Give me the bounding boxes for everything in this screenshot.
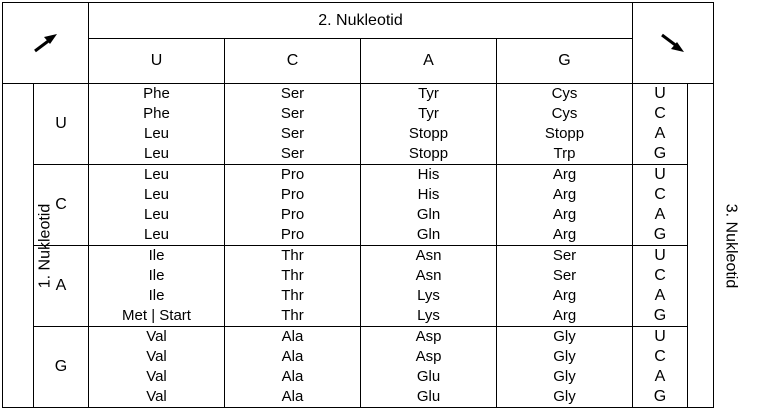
amino-acid: Ser xyxy=(280,105,305,122)
amino-acid: Gln xyxy=(416,206,441,223)
third-base: G xyxy=(653,226,667,243)
amino-acid: Glu xyxy=(416,388,441,405)
amino-acid: Glu xyxy=(416,368,441,385)
third-base: U xyxy=(654,85,666,102)
amino-acid: Ser xyxy=(280,85,305,102)
first-base: A xyxy=(34,246,89,327)
amino-acid: Val xyxy=(146,368,167,385)
amino-acid-cell xyxy=(361,84,497,165)
amino-acid-cell xyxy=(89,327,225,408)
first-base: C xyxy=(34,165,89,246)
third-base: A xyxy=(654,368,666,385)
amino-acid-cell xyxy=(89,165,225,246)
amino-acid-cell xyxy=(497,327,633,408)
codon-block-u xyxy=(3,84,714,165)
amino-acid-cell xyxy=(497,84,633,165)
amino-acid: Trp xyxy=(553,145,576,162)
amino-acid-cell xyxy=(225,84,361,165)
amino-acid-cell xyxy=(361,327,497,408)
amino-acid-cell xyxy=(361,246,497,327)
amino-acid: Ser xyxy=(280,145,305,162)
amino-acid: Ala xyxy=(281,328,304,345)
amino-acid: Gln xyxy=(416,226,441,243)
amino-acid: Pro xyxy=(280,166,305,183)
arrow-up-right-icon xyxy=(31,31,61,55)
amino-acid: Lys xyxy=(417,307,440,324)
third-base: C xyxy=(654,105,666,122)
third-base: U xyxy=(654,328,666,345)
amino-acid: Tyr xyxy=(418,85,439,102)
amino-acid: Leu xyxy=(143,166,170,183)
codon-block-c xyxy=(3,165,714,246)
amino-acid: Asp xyxy=(415,328,442,345)
amino-acid: Val xyxy=(146,328,167,345)
amino-acid-cell xyxy=(225,327,361,408)
amino-acid: Ser xyxy=(552,267,577,284)
third-base: A xyxy=(654,287,666,304)
amino-acid: Thr xyxy=(281,267,304,284)
amino-acid: Thr xyxy=(281,247,304,264)
amino-acid: Leu xyxy=(143,186,170,203)
third-base: A xyxy=(654,206,666,223)
amino-acid: Gly xyxy=(553,328,576,345)
amino-acid: Ser xyxy=(280,125,305,142)
amino-acid: Ala xyxy=(281,388,304,405)
amino-acid: Leu xyxy=(143,145,170,162)
third-base: C xyxy=(654,186,666,203)
codon-block-a xyxy=(3,246,714,327)
amino-acid: Leu xyxy=(143,226,170,243)
amino-acid-cell xyxy=(497,165,633,246)
third-base-cell xyxy=(633,246,688,327)
amino-acid: Gly xyxy=(553,388,576,405)
codon-block-g xyxy=(3,327,714,408)
second-base-u: U xyxy=(89,39,225,84)
amino-acid: Stopp xyxy=(408,145,449,162)
amino-acid: Arg xyxy=(552,166,577,183)
amino-acid: Thr xyxy=(281,287,304,304)
amino-acid: His xyxy=(417,186,440,203)
amino-acid: Arg xyxy=(552,226,577,243)
second-base-g: G xyxy=(497,39,633,84)
third-nucleotide-label-cell xyxy=(688,84,740,408)
amino-acid: Met | Start xyxy=(122,307,191,324)
amino-acid: Leu xyxy=(143,206,170,223)
amino-acid: Arg xyxy=(552,287,577,304)
first-base: U xyxy=(34,84,89,165)
amino-acid-cell xyxy=(497,246,633,327)
third-base: G xyxy=(653,388,667,405)
amino-acid: Asn xyxy=(415,247,442,264)
amino-acid: Thr xyxy=(281,307,304,324)
third-nucleotide-label: 3. Nukleotid xyxy=(722,203,740,288)
amino-acid: Val xyxy=(146,388,167,405)
third-base: U xyxy=(654,247,666,264)
third-base-cell xyxy=(633,327,688,408)
amino-acid: Lys xyxy=(417,287,440,304)
third-base-cell xyxy=(633,84,688,165)
amino-acid: Ile xyxy=(148,247,165,264)
third-base-cell xyxy=(633,165,688,246)
amino-acid: Phe xyxy=(143,105,170,122)
amino-acid-cell xyxy=(89,246,225,327)
amino-acid: Pro xyxy=(280,206,305,223)
third-base: U xyxy=(654,166,666,183)
amino-acid: Asp xyxy=(415,348,442,365)
amino-acid: His xyxy=(417,166,440,183)
amino-acid: Cys xyxy=(551,105,578,122)
second-base-c: C xyxy=(225,39,361,84)
top-right-corner xyxy=(633,3,714,84)
amino-acid: Arg xyxy=(552,186,577,203)
first-nucleotide-label: 1. Nukleotid xyxy=(36,203,54,288)
first-base: G xyxy=(34,327,89,408)
top-left-corner xyxy=(3,3,89,84)
second-nucleotide-label: 2. Nukleotid xyxy=(89,3,633,39)
amino-acid: Phe xyxy=(143,85,170,102)
amino-acid: Pro xyxy=(280,186,305,203)
amino-acid: Pro xyxy=(280,226,305,243)
third-base: G xyxy=(653,307,667,324)
amino-acid-cell xyxy=(89,84,225,165)
amino-acid: Asn xyxy=(415,267,442,284)
amino-acid: Ala xyxy=(281,368,304,385)
amino-acid: Arg xyxy=(552,206,577,223)
third-base: G xyxy=(653,145,667,162)
amino-acid: Cys xyxy=(551,85,578,102)
amino-acid: Val xyxy=(146,348,167,365)
amino-acid: Ile xyxy=(148,267,165,284)
amino-acid: Stopp xyxy=(544,125,585,142)
third-base: C xyxy=(654,348,666,365)
amino-acid: Tyr xyxy=(418,105,439,122)
amino-acid-cell xyxy=(225,246,361,327)
amino-acid: Ser xyxy=(552,247,577,264)
amino-acid: Arg xyxy=(552,307,577,324)
amino-acid-cell xyxy=(225,165,361,246)
first-nucleotide-label-cell xyxy=(3,84,54,408)
amino-acid: Leu xyxy=(143,125,170,142)
third-base: C xyxy=(654,267,666,284)
amino-acid-cell xyxy=(361,165,497,246)
amino-acid: Stopp xyxy=(408,125,449,142)
amino-acid: Ile xyxy=(148,287,165,304)
second-base-a: A xyxy=(361,39,497,84)
amino-acid: Gly xyxy=(553,368,576,385)
third-base: A xyxy=(654,125,666,142)
amino-acid: Ala xyxy=(281,348,304,365)
amino-acid: Gly xyxy=(553,348,576,365)
arrow-down-right-icon xyxy=(658,31,688,55)
codon-table xyxy=(2,2,740,408)
